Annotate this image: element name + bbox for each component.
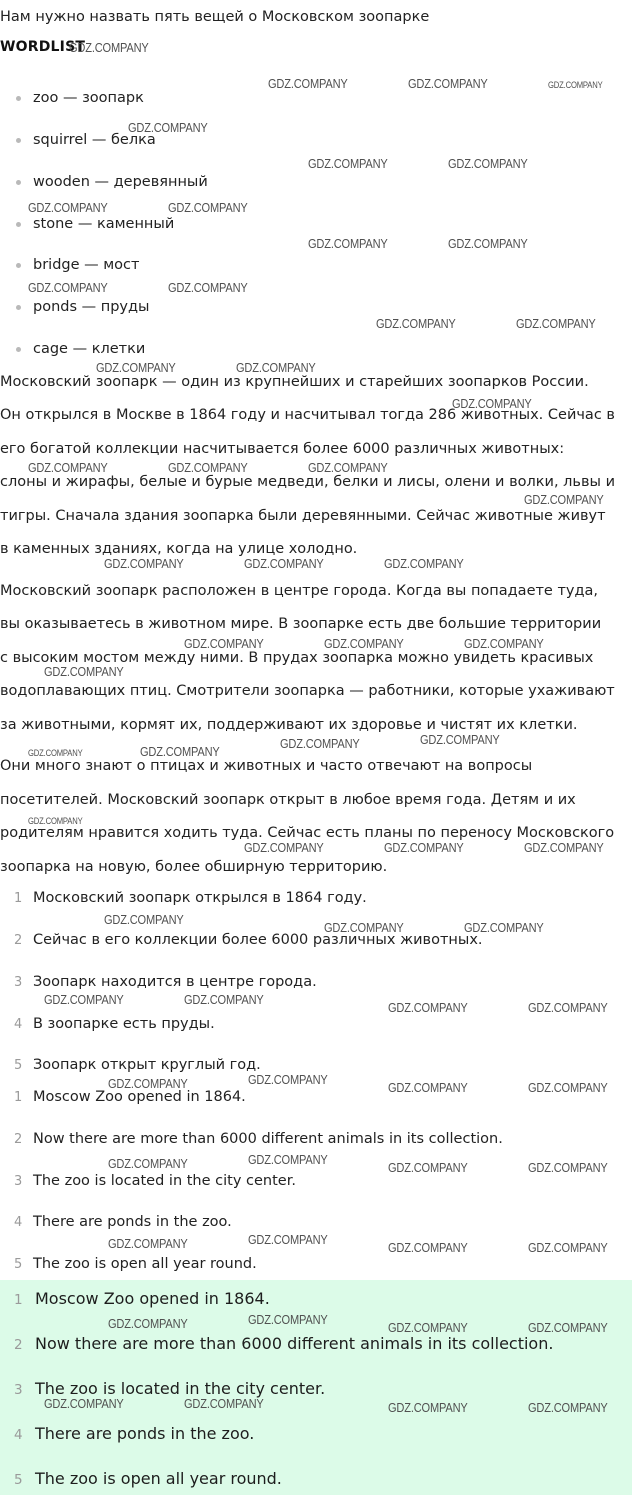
- watermark: GDZ.COMPANY: [236, 360, 316, 375]
- list-item-text: Сейчас в его коллекции более 6000 различных животных.: [33, 932, 483, 948]
- list-item: [14, 890, 367, 906]
- watermark: GDZ.COMPANY: [69, 40, 149, 55]
- watermark: GDZ.COMPANY: [184, 992, 264, 1007]
- bullet-icon: [16, 180, 21, 185]
- watermark: GDZ.COMPANY: [528, 1320, 608, 1335]
- wordlist-item-text: bridge — мост: [33, 257, 140, 273]
- wordlist-item: [16, 174, 208, 190]
- list-item: [14, 1173, 296, 1189]
- watermark: GDZ.COMPANY: [108, 1316, 188, 1331]
- wordlist-item: [16, 216, 174, 232]
- answer-item-text: There are ponds in the zoo.: [35, 1424, 255, 1443]
- watermark: GDZ.COMPANY: [28, 200, 108, 215]
- list-number: 1: [14, 1090, 23, 1105]
- watermark: GDZ.COMPANY: [516, 316, 596, 331]
- watermark: GDZ.COMPANY: [528, 1160, 608, 1175]
- text-line: в каменных зданиях, когда на улице холодно.: [0, 541, 358, 557]
- watermark: GDZ.COMPANY: [464, 920, 544, 935]
- list-item-text: The zoo is open all year round.: [33, 1256, 257, 1272]
- list-number: 4: [14, 1017, 23, 1032]
- answer-number: 3: [14, 1382, 23, 1398]
- list-number: 5: [14, 1257, 23, 1272]
- watermark: GDZ.COMPANY: [548, 80, 603, 90]
- watermark: GDZ.COMPANY: [44, 1396, 124, 1411]
- text-line: вы оказываетесь в животном мире. В зоопарке есть две большие территории: [0, 616, 602, 632]
- list-number: 4: [14, 1215, 23, 1230]
- wordlist-item: [16, 299, 149, 315]
- watermark: GDZ.COMPANY: [388, 1240, 468, 1255]
- watermark: GDZ.COMPANY: [524, 492, 604, 507]
- wordlist-item-text: ponds — пруды: [33, 299, 150, 315]
- list-number: 3: [14, 1174, 23, 1189]
- watermark: GDZ.COMPANY: [268, 76, 348, 91]
- watermark: GDZ.COMPANY: [108, 1236, 188, 1251]
- watermark: GDZ.COMPANY: [104, 912, 184, 927]
- watermark: GDZ.COMPANY: [108, 1076, 188, 1091]
- watermark: GDZ.COMPANY: [108, 1156, 188, 1171]
- answer-item: [14, 1289, 270, 1308]
- watermark: GDZ.COMPANY: [464, 636, 544, 651]
- watermark: GDZ.COMPANY: [184, 1396, 264, 1411]
- watermark: GDZ.COMPANY: [28, 280, 108, 295]
- list-number: 2: [14, 933, 23, 948]
- wordlist-item: [16, 257, 139, 273]
- list-item: [14, 974, 317, 990]
- list-item-text: There are ponds in the zoo.: [33, 1214, 232, 1230]
- watermark: GDZ.COMPANY: [448, 156, 528, 171]
- watermark: GDZ.COMPANY: [244, 840, 324, 855]
- watermark: GDZ.COMPANY: [528, 1000, 608, 1015]
- text-line: Московский зоопарк расположен в центре города. Когда вы попадаете туда,: [0, 583, 599, 599]
- text-line: Московский зоопарк — один из крупнейших и старейших зоопарков России.: [0, 374, 589, 390]
- watermark: GDZ.COMPANY: [384, 556, 464, 571]
- watermark: GDZ.COMPANY: [388, 1320, 468, 1335]
- text-line: с высоким мостом между ними. В прудах зоопарка можно увидеть красивых: [0, 650, 594, 666]
- bullet-icon: [16, 96, 21, 101]
- watermark: GDZ.COMPANY: [168, 460, 248, 475]
- watermark: GDZ.COMPANY: [140, 744, 220, 759]
- text-line: за животными, кормят их, поддерживают их здоровье и чистят их клетки.: [0, 717, 578, 733]
- watermark: GDZ.COMPANY: [420, 732, 500, 747]
- list-item-text: The zoo is located in the city center.: [33, 1173, 296, 1189]
- wordlist-item: [16, 90, 144, 106]
- answer-number: 4: [14, 1427, 23, 1443]
- text-line: его богатой коллекции насчитывается более 6000 различных животных:: [0, 441, 565, 457]
- watermark: GDZ.COMPANY: [388, 1000, 468, 1015]
- watermark: GDZ.COMPANY: [448, 236, 528, 251]
- list-item-text: Now there are more than 6000 different animals in its collection.: [33, 1131, 503, 1147]
- list-item-text: В зоопарке есть пруды.: [33, 1016, 215, 1032]
- text-line: Они много знают о птицах и животных и часто отвечают на вопросы: [0, 758, 533, 774]
- answer-item-text: The zoo is open all year round.: [35, 1469, 282, 1488]
- list-item: [14, 932, 483, 948]
- watermark: GDZ.COMPANY: [244, 556, 324, 571]
- watermark: GDZ.COMPANY: [384, 840, 464, 855]
- list-number: 1: [14, 891, 23, 906]
- watermark: GDZ.COMPANY: [524, 840, 604, 855]
- watermark: GDZ.COMPANY: [324, 636, 404, 651]
- watermark: GDZ.COMPANY: [280, 736, 360, 751]
- watermark: GDZ.COMPANY: [388, 1160, 468, 1175]
- watermark: GDZ.COMPANY: [528, 1400, 608, 1415]
- wordlist-item: [16, 341, 145, 357]
- text-line: водоплавающих птиц. Смотрители зоопарка — работники, которые ухаживают: [0, 683, 615, 699]
- wordlist-item-text: cage — клетки: [33, 341, 146, 357]
- list-item: [14, 1016, 215, 1032]
- list-item: [14, 1131, 503, 1147]
- answer-item-text: The zoo is located in the city center.: [35, 1379, 326, 1398]
- list-item: [14, 1089, 246, 1105]
- watermark: GDZ.COMPANY: [248, 1312, 328, 1327]
- answer-item: [14, 1334, 553, 1353]
- list-number: 5: [14, 1058, 23, 1073]
- watermark: GDZ.COMPANY: [28, 816, 83, 826]
- list-item: [14, 1214, 232, 1230]
- watermark: GDZ.COMPANY: [248, 1152, 328, 1167]
- text-line: зоопарка на новую, более обширную территорию.: [0, 859, 388, 875]
- watermark: GDZ.COMPANY: [28, 460, 108, 475]
- wordlist-title: WORDLIST: [0, 39, 86, 55]
- watermark: GDZ.COMPANY: [308, 460, 388, 475]
- watermark: GDZ.COMPANY: [168, 280, 248, 295]
- watermark: GDZ.COMPANY: [184, 636, 264, 651]
- list-item: [14, 1057, 261, 1073]
- watermark: GDZ.COMPANY: [308, 156, 388, 171]
- answer-number: 2: [14, 1337, 23, 1353]
- watermark: GDZ.COMPANY: [452, 396, 532, 411]
- text-line: посетителей. Московский зоопарк открыт в любое время года. Детям и их: [0, 792, 576, 808]
- watermark: GDZ.COMPANY: [388, 1400, 468, 1415]
- answer-item: [14, 1469, 282, 1488]
- watermark: GDZ.COMPANY: [388, 1080, 468, 1095]
- answer-number: 1: [14, 1292, 23, 1308]
- text-line: родителям нравится ходить туда. Сейчас есть планы по переносу Московского: [0, 825, 615, 841]
- answer-item-text: Moscow Zoo opened in 1864.: [35, 1289, 270, 1308]
- answer-item-text: Now there are more than 6000 different animals in its collection.: [35, 1334, 554, 1353]
- watermark: GDZ.COMPANY: [168, 200, 248, 215]
- bullet-icon: [16, 263, 21, 268]
- watermark: GDZ.COMPANY: [324, 920, 404, 935]
- bullet-icon: [16, 347, 21, 352]
- watermark: GDZ.COMPANY: [376, 316, 456, 331]
- watermark: GDZ.COMPANY: [28, 748, 83, 758]
- watermark: GDZ.COMPANY: [528, 1080, 608, 1095]
- watermark: GDZ.COMPANY: [528, 1240, 608, 1255]
- text-line: слоны и жирафы, белые и бурые медведи, белки и лисы, олени и волки, львы и: [0, 474, 616, 490]
- answer-item: [14, 1424, 254, 1443]
- watermark: GDZ.COMPANY: [128, 120, 208, 135]
- list-number: 3: [14, 975, 23, 990]
- watermark: GDZ.COMPANY: [248, 1232, 328, 1247]
- text-line: тигры. Сначала здания зоопарка были деревянными. Сейчас животные живут: [0, 508, 606, 524]
- watermark: GDZ.COMPANY: [44, 664, 124, 679]
- watermark: GDZ.COMPANY: [248, 1072, 328, 1087]
- watermark: GDZ.COMPANY: [96, 360, 176, 375]
- text-line: Он открылся в Москве в 1864 году и насчитывал тогда 286 животных. Сейчас в: [0, 407, 615, 423]
- list-item-text: Зоопарк открыт круглый год.: [33, 1057, 261, 1073]
- list-item-text: Зоопарк находится в центре города.: [33, 974, 317, 990]
- wordlist-item-text: wooden — деревянный: [33, 174, 208, 190]
- answer-number: 5: [14, 1472, 23, 1488]
- list-item-text: Moscow Zoo opened in 1864.: [33, 1089, 246, 1105]
- wordlist-item-text: zoo — зоопарк: [33, 90, 144, 106]
- list-number: 2: [14, 1132, 23, 1147]
- wordlist-item-text: squirrel — белка: [33, 132, 156, 148]
- watermark: GDZ.COMPANY: [44, 992, 124, 1007]
- bullet-icon: [16, 222, 21, 227]
- bullet-icon: [16, 305, 21, 310]
- list-item: [14, 1256, 257, 1272]
- watermark: GDZ.COMPANY: [408, 76, 488, 91]
- list-item-text: Московский зоопарк открылся в 1864 году.: [33, 890, 367, 906]
- intro-text: Нам нужно назвать пять вещей о Московском зоопарке: [0, 9, 430, 25]
- bullet-icon: [16, 138, 21, 143]
- wordlist-item-text: stone — каменный: [33, 216, 175, 232]
- watermark: GDZ.COMPANY: [308, 236, 388, 251]
- watermark: GDZ.COMPANY: [104, 556, 184, 571]
